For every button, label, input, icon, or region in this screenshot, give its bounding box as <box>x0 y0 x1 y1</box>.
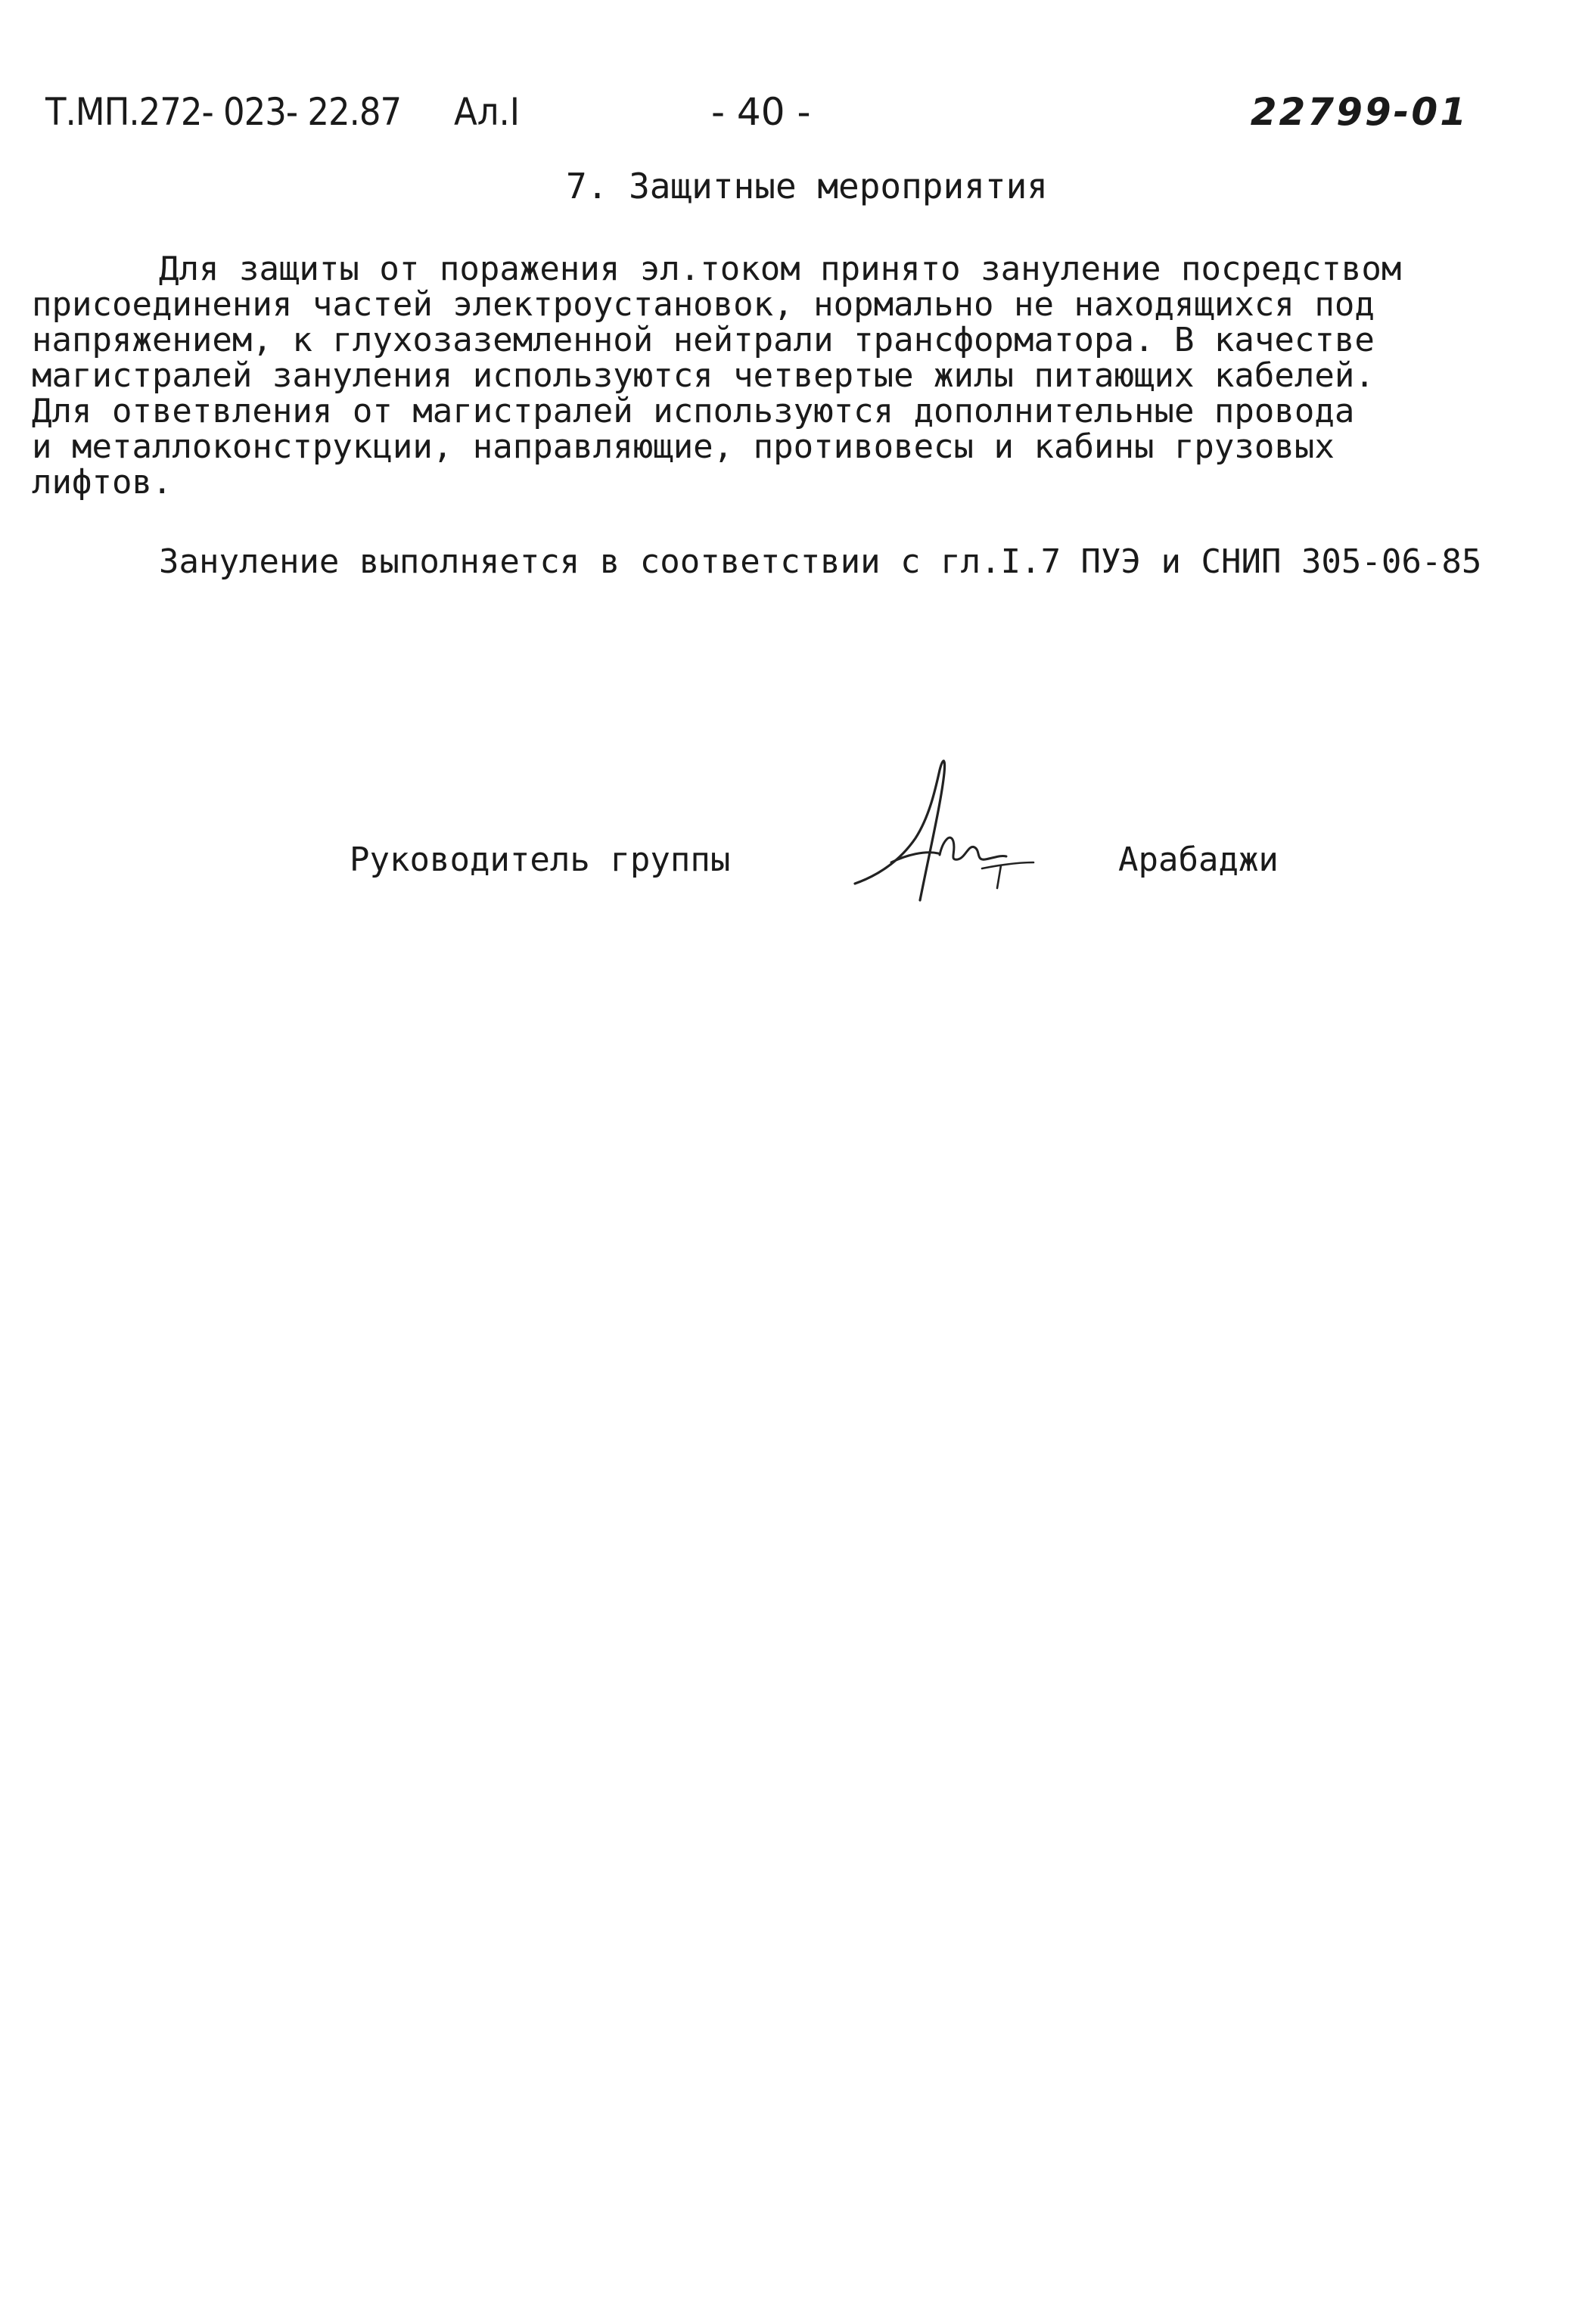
paragraph-line: Для ответвления от магистралей используются дополнительные провода <box>32 392 1355 430</box>
signatory-name: Арабаджи <box>1118 840 1279 879</box>
paragraph-line: и металлоконструкции, направляющие, противовесы и кабины грузовых <box>32 427 1335 466</box>
section-title: 7. Защитные мероприятия <box>566 166 1048 207</box>
paragraph-line: лифтов. <box>32 463 172 502</box>
paragraph-line: присоединения частей электроустановок, нормально не находящихся под <box>32 285 1375 324</box>
document-number: 22799-01 <box>1250 90 1469 134</box>
document-code: Т.МП.272- 023- 22.87 <box>45 90 402 134</box>
sheet-designation: Ал.I <box>454 90 521 134</box>
handwritten-signature <box>846 749 1043 923</box>
paragraph-line: Для защиты от поражения эл.током принято зануление посредством <box>159 250 1402 288</box>
paragraph-grounding-standard: Зануление выполняется в соответствии с гл.I.7 ПУЭ и СНИП 305-06-85 <box>159 542 1482 581</box>
page-number: - 40 - <box>711 90 811 134</box>
paragraph-line: напряжением, к глухозаземленной нейтрали трансформатора. В качестве <box>32 321 1375 359</box>
signature-role: Руководитель группы <box>350 840 731 879</box>
paragraph-line: магистралей зануления используются четвертые жилы питающих кабелей. <box>32 356 1375 395</box>
paragraph-protective-measures <box>32 251 1500 500</box>
